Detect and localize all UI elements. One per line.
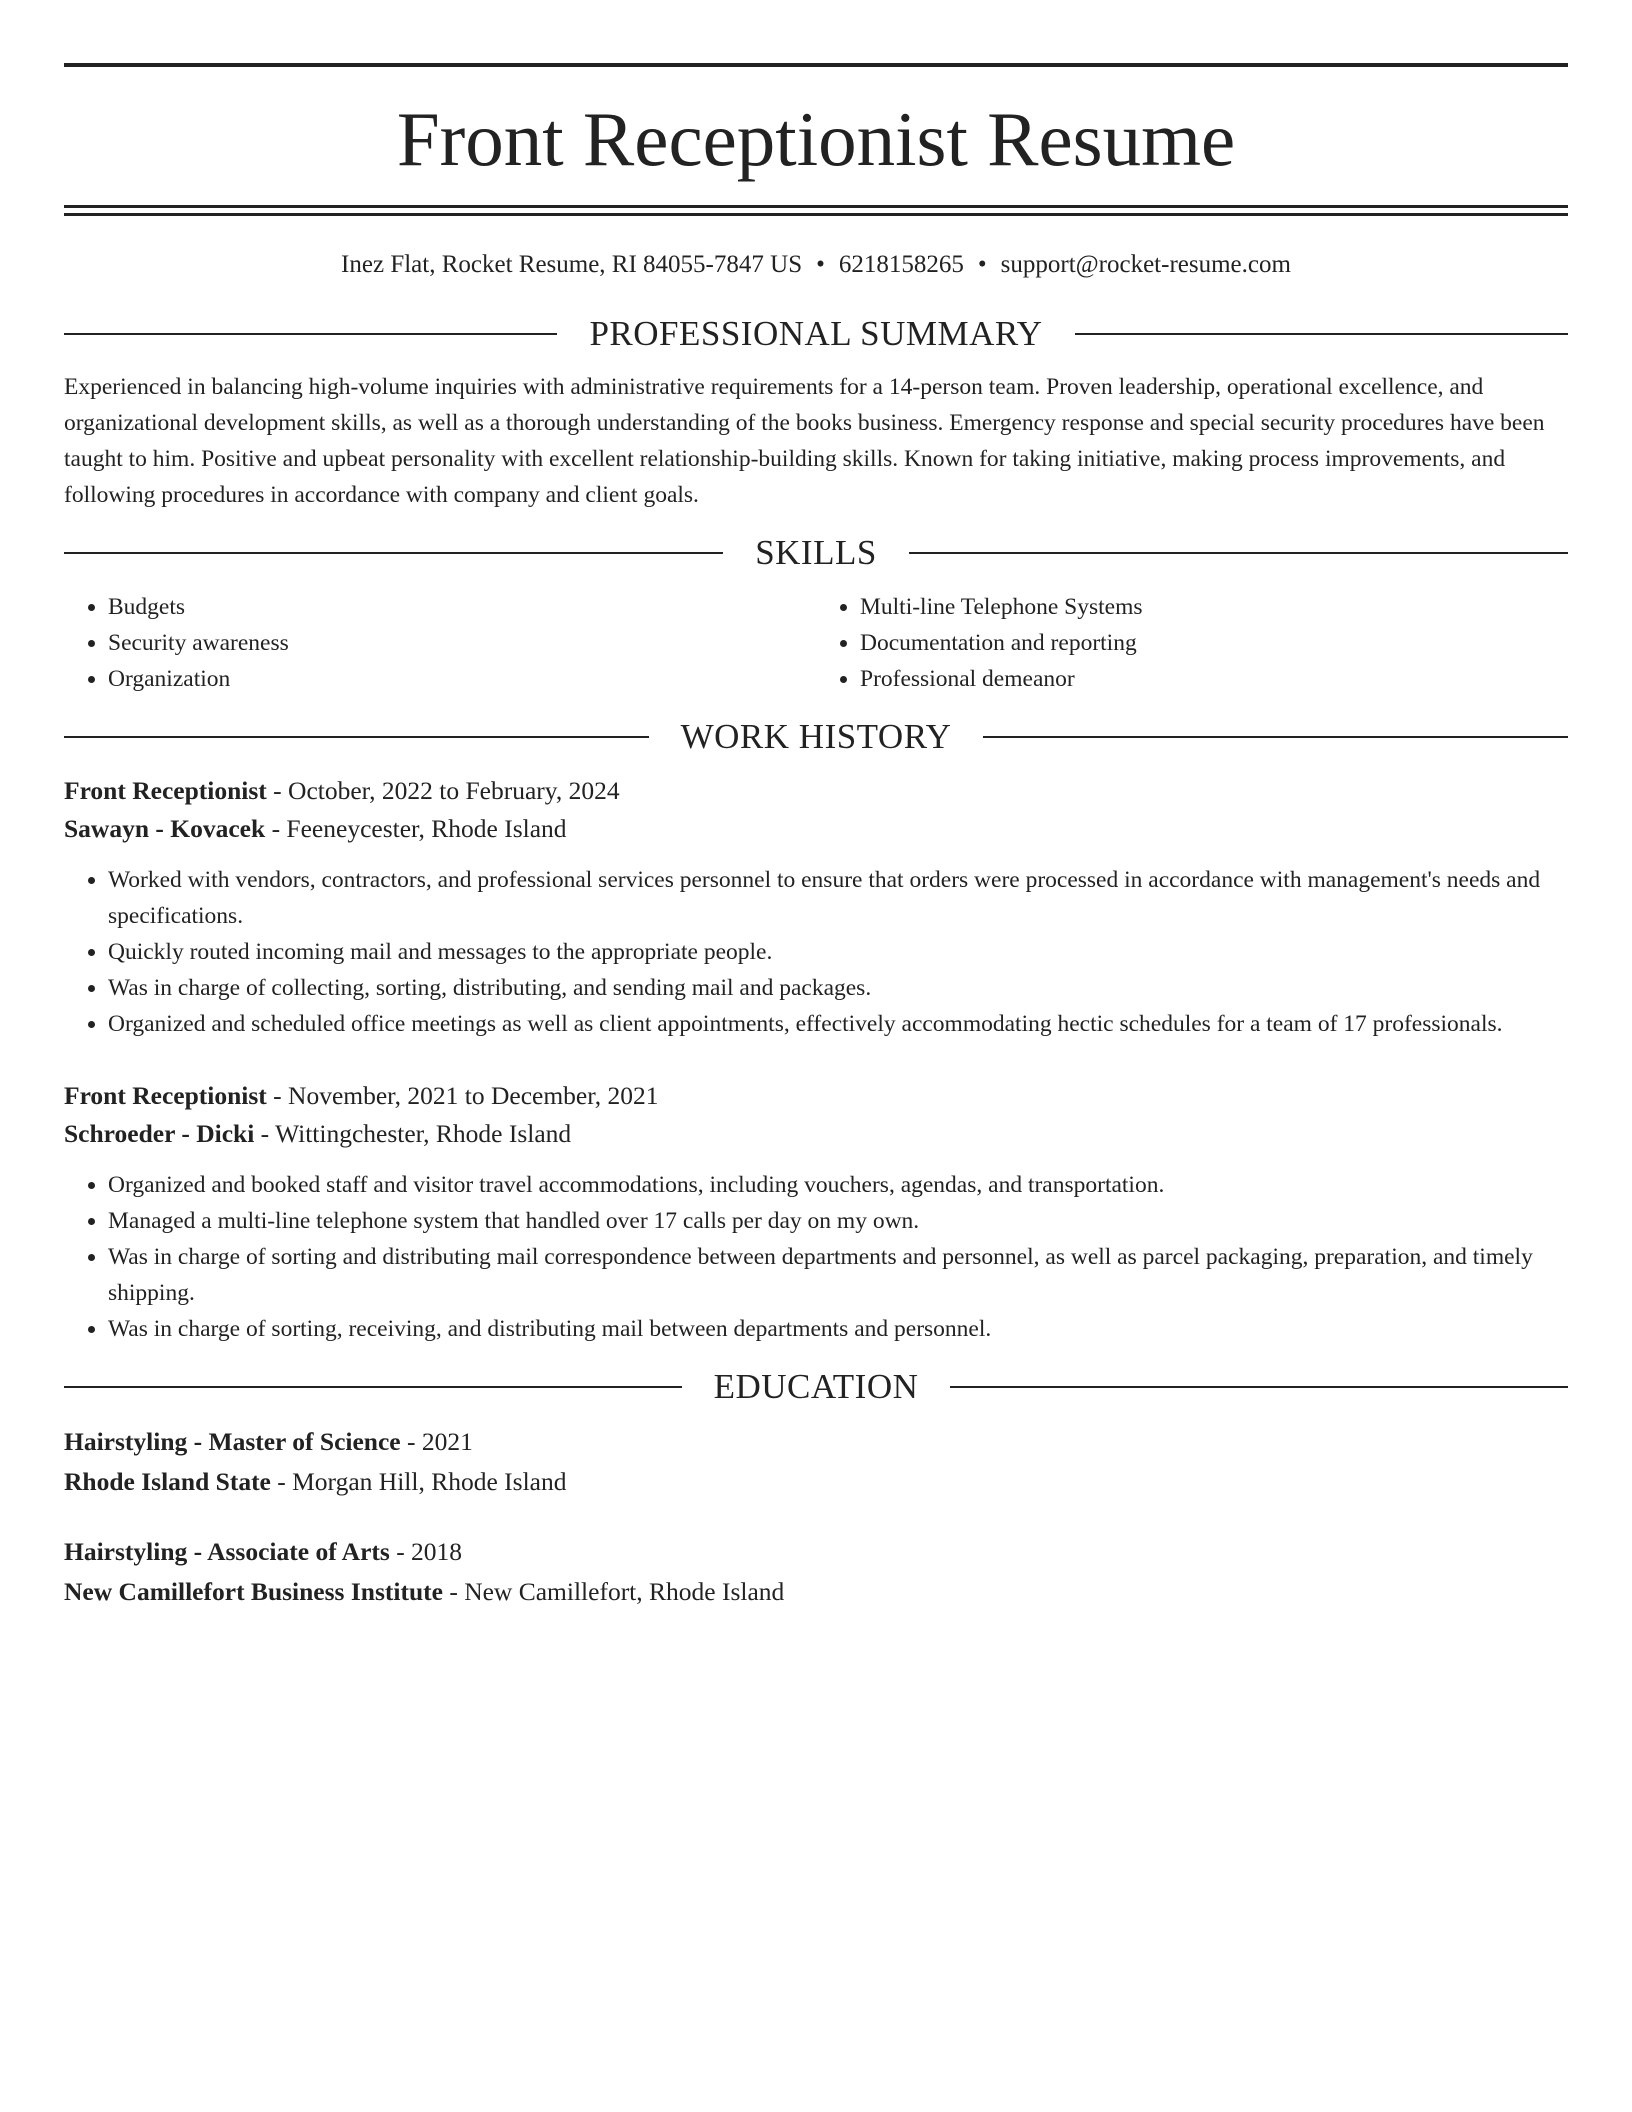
contact-separator: • [816, 251, 825, 278]
contact-line [64, 250, 1568, 280]
summary-text: Experienced in balancing high-volume inquiries with administrative requirements for a 14-person team. Proven leadership, operational excellence, and organizational development skills, as well as a thorough understanding of the books business. Emergency response and special security procedures have been taught to him. Positive and upbeat personality with excellent relationship-building skills. Known for taking initiative, making process improvements, and following procedures in accordance with company and client goals. [64, 374, 1545, 508]
skill-item: • Security awareness [108, 625, 816, 661]
contact-separator: • [977, 251, 987, 278]
resume-page [64, 0, 1568, 1611]
job-company: Sawayn - Kovacek [64, 814, 266, 843]
job-bullet: • Managed a multi-line telephone system that handled over 17 calls per day on my own. [108, 1203, 1568, 1239]
skill-item: • Budgets [108, 589, 816, 625]
education-year: - 2021 [400, 1427, 473, 1456]
education-entry [64, 1423, 1568, 1501]
section-title-education: EDUCATION [713, 1367, 919, 1406]
job-entry [64, 1077, 1568, 1347]
job-bullet: • Was in charge of sorting, receiving, and distributing mail between departments and personnel. [108, 1311, 1568, 1347]
section-title-skills: SKILLS [755, 533, 877, 572]
education-year: - 2018 [389, 1537, 463, 1566]
section-title-summary: PROFESSIONAL SUMMARY [589, 314, 1043, 353]
section-header-education [64, 1367, 1568, 1407]
education-location: - Morgan Hill, Rhode Island [270, 1467, 567, 1496]
education-location: - New Camillefort, Rhode Island [442, 1577, 785, 1606]
education-school-line [64, 1573, 1568, 1611]
contact-phone: 6218158265 [838, 251, 964, 278]
skill-item: • Documentation and reporting [860, 625, 1568, 661]
job-company-line [64, 1115, 1568, 1153]
job-dates: - November, 2021 to December, 2021 [266, 1081, 659, 1110]
skill-item: • Multi-line Telephone Systems [860, 589, 1568, 625]
job-company: Schroeder - Dicki [64, 1119, 255, 1148]
skills-list [64, 589, 1568, 697]
skills-column-right [816, 589, 1568, 697]
education-degree-line [64, 1533, 1568, 1571]
section-title-work: WORK HISTORY [680, 717, 952, 756]
job-title: Front Receptionist [64, 776, 267, 805]
job-dates: - October, 2022 to February, 2024 [266, 776, 620, 805]
job-title-line [64, 1077, 1568, 1115]
job-bullet: • Worked with vendors, contractors, and professional services personnel to ensure that orders were processed in accordance with management's needs and specifications. [108, 862, 1568, 934]
resume-title: Front Receptionist Resume [396, 96, 1236, 182]
job-company-line [64, 810, 1568, 848]
job-title: Front Receptionist [64, 1081, 267, 1110]
job-title-line [64, 772, 1568, 810]
education-school: New Camillefort Business Institute [64, 1577, 443, 1606]
contact-address: Inez Flat, Rocket Resume, RI 84055-7847 US [341, 251, 803, 278]
section-header-work [64, 717, 1568, 757]
job-entry [64, 772, 1568, 1042]
job-bullet: • Was in charge of sorting and distributing mail correspondence between departments and personnel, as well as parcel packaging, preparation, and timely shipping. [108, 1239, 1568, 1311]
job-bullets [64, 1167, 1568, 1347]
job-bullet: • Was in charge of collecting, sorting, distributing, and sending mail and packages. [108, 970, 1568, 1006]
job-location: - Feeneycester, Rhode Island [265, 814, 567, 843]
section-header-skills [64, 533, 1568, 573]
education-school: Rhode Island State [64, 1467, 271, 1496]
job-bullet: • Organized and scheduled office meetings as well as client appointments, effectively accommodating hectic schedules for a team of 17 professionals. [108, 1006, 1568, 1042]
skill-item: • Organization [108, 661, 816, 697]
job-bullets [64, 862, 1568, 1042]
education-degree: Hairstyling - Master of Science [64, 1427, 401, 1456]
education-degree: Hairstyling - Associate of Arts [64, 1537, 390, 1566]
job-location: - Wittingchester, Rhode Island [254, 1119, 572, 1148]
education-entry [64, 1533, 1568, 1611]
skills-column-left [64, 589, 816, 697]
job-bullet: • Quickly routed incoming mail and messages to the appropriate people. [108, 934, 1568, 970]
job-bullet: • Organized and booked staff and visitor travel accommodations, including vouchers, agendas, and transportation. [108, 1167, 1568, 1203]
education-school-line [64, 1463, 1568, 1501]
title-double-rule [64, 205, 1568, 216]
contact-email: support@rocket-resume.com [1000, 251, 1291, 278]
education-degree-line [64, 1423, 1568, 1461]
section-header-summary [64, 314, 1568, 354]
skill-item: • Professional demeanor [860, 661, 1568, 697]
